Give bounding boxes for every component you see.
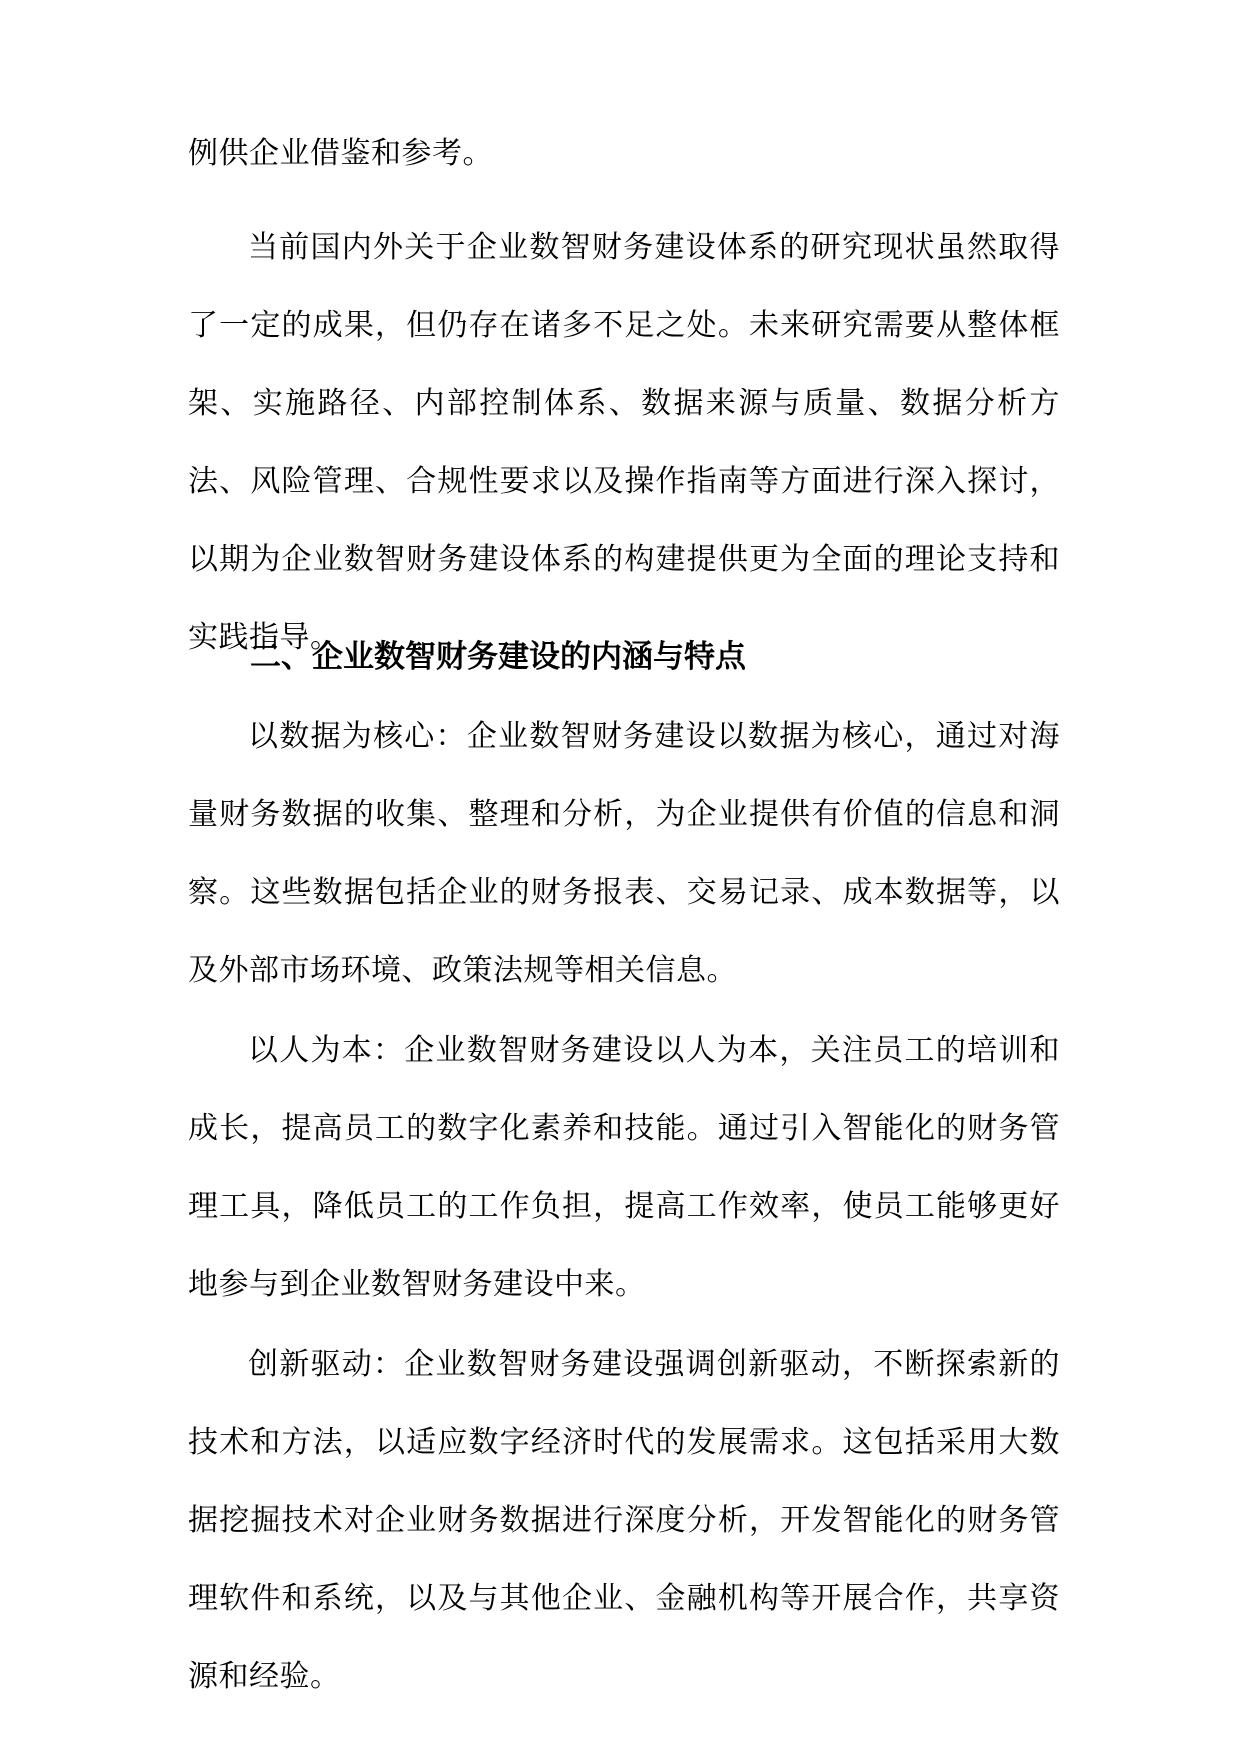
paragraph-people-oriented: 以人为本：企业数智财务建设以人为本，关注员工的培训和成长，提高员工的数字化素养和技能。通过引入智能化的财务管理工具，降低员工的工作负担，提高工作效率，使员工能够更好地参与到企业数智财务建设中来。 xyxy=(188,1033,1060,1302)
paragraph-innovation-driven: 创新驱动：企业数智财务建设强调创新驱动，不断探索新的技术和方法，以适应数字经济时代的发展需求。这包括采用大数据挖掘技术对企业财务数据进行深度分析，开发智能化的财务管理软件和系统，以及与其他企业、金融机构等开展合作，共享资源和经验。 xyxy=(188,1347,1060,1694)
paragraph-continuation: 例供企业借鉴和参考。 xyxy=(188,136,493,171)
paragraph-research-status: 当前国内外关于企业数智财务建设体系的研究现状虽然取得了一定的成果，但仍存在诸多不足之处。未来研究需要从整体框架、实施路径、内部控制体系、数据来源与质量、数据分析方法、风险管理、合规性要求以及操作指南等方面进行深入探讨，以期为企业数智财务建设体系的构建提供更为全面的理论支持和实践指导。 xyxy=(188,230,1060,655)
paragraph-data-core: 以数据为核心：企业数智财务建设以数据为核心，通过对海量财务数据的收集、整理和分析，为企业提供有价值的信息和洞察。这些数据包括企业的财务报表、交易记录、成本数据等，以及外部市场环境、政策法规等相关信息。 xyxy=(188,719,1060,988)
section-two xyxy=(188,622,1060,692)
body-section-continued xyxy=(188,115,1060,677)
section-heading: 二、企业数智财务建设的内涵与特点 xyxy=(250,639,746,675)
section-two-body xyxy=(188,698,1060,1716)
